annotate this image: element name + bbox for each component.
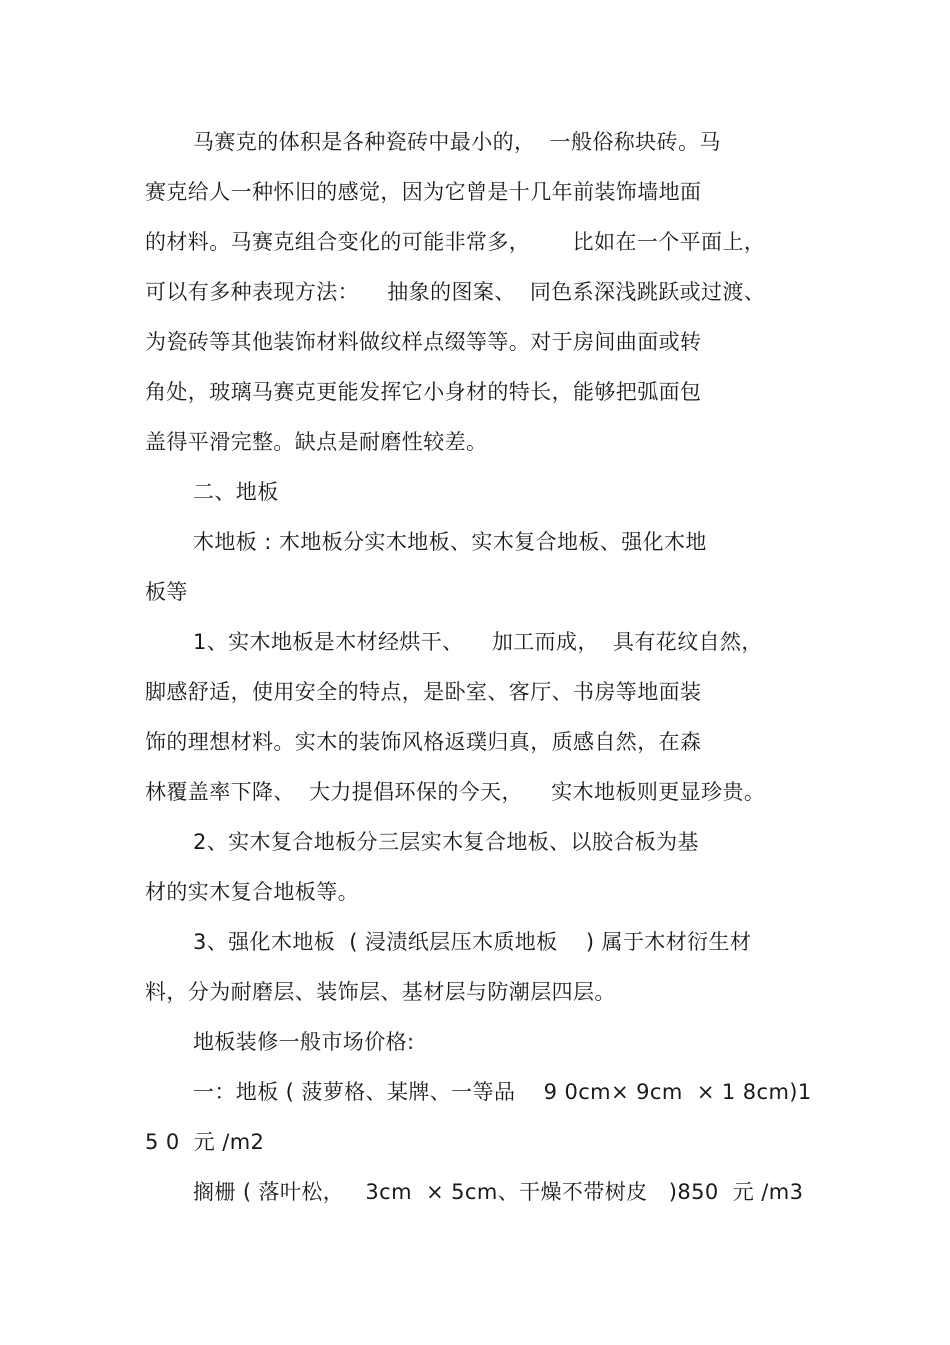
paragraph-wood-floor-line-1: 木地板 : 木地板分实木地板、实木复合地板、强化木地 — [193, 530, 707, 554]
paragraph-wood-floor-line-2: 板等 — [145, 580, 188, 604]
paragraph-mosaic-line-3: 的材料。马赛克组合变化的可能非常多， 比如在一个平面上， — [145, 230, 766, 254]
price-heading: 地板装修一般市场价格: — [193, 1030, 415, 1054]
paragraph-mosaic-line-4: 可以有多种表现方法： 抽象的图案、 同色系深浅跳跃或过渡、 — [145, 280, 766, 304]
paragraph-mosaic-line-1: 马赛克的体积是各种瓷砖中最小的， 一般俗称块砖。马 — [193, 130, 721, 154]
price-item-floor-line-2: 5 0 元 /m2 — [145, 1130, 265, 1154]
paragraph-laminate-line-2: 料，分为耐磨层、装饰层、基材层与防潮层四层。 — [145, 980, 616, 1004]
paragraph-composite-line-2: 材的实木复合地板等。 — [145, 880, 359, 904]
paragraph-solid-wood-line-4: 林覆盖率下降、 大力提倡环保的今天， 实木地板则更显珍贵。 — [145, 780, 766, 804]
section-heading-flooring: 二、地板 — [193, 480, 279, 504]
paragraph-mosaic-line-5: 为瓷砖等其他装饰材料做纹样点缀等等。对于房间曲面或转 — [145, 330, 702, 354]
paragraph-mosaic-line-6: 角处，玻璃马赛克更能发挥它小身材的特长，能够把弧面包 — [145, 380, 702, 404]
paragraph-mosaic-line-2: 赛克给人一种怀旧的感觉，因为它曾是十几年前装饰墙地面 — [145, 180, 702, 204]
price-item-floor-line-1: 一：地板 ( 菠萝格、某牌、一等品 9 0cm× 9cm × 1 8cm)1 — [193, 1080, 812, 1104]
paragraph-solid-wood-line-1: 1、实木地板是木材经烘干、 加工而成， 具有花纹自然， — [193, 630, 763, 654]
paragraph-composite-line-1: 2、实木复合地板分三层实木复合地板、以胶合板为基 — [193, 830, 699, 854]
paragraph-solid-wood-line-3: 饰的理想材料。实木的装饰风格返璞归真，质感自然，在森 — [145, 730, 702, 754]
paragraph-laminate-line-1: 3、强化木地板 ( 浸渍纸层压木质地板 ) 属于木材衍生材 — [193, 930, 752, 954]
paragraph-solid-wood-line-2: 脚感舒适，使用安全的特点，是卧室、客厅、书房等地面装 — [145, 680, 702, 704]
paragraph-mosaic-line-7: 盖得平滑完整。缺点是耐磨性较差。 — [145, 430, 488, 454]
price-item-joist: 搁栅 ( 落叶松， 3cm × 5cm、干燥不带树皮 )850 元 /m3 — [193, 1180, 804, 1204]
